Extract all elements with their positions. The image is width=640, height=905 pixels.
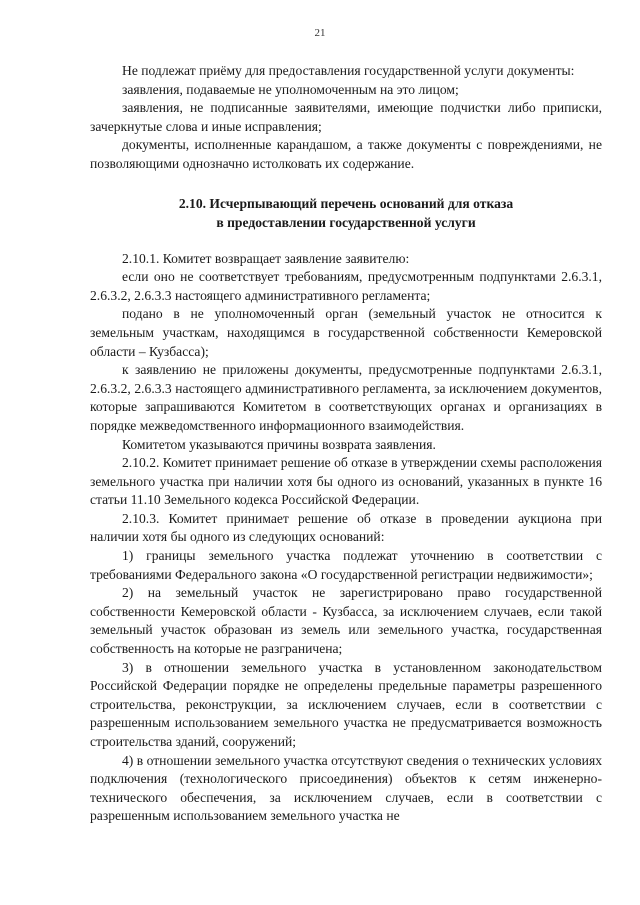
paragraph: 4) в отношении земельного участка отсутствуют сведения о технических условиях подключения (технологического присоединения) объектов к сетям инженерно-технического обеспечения, за исключением случаев, если в соответствии с разрешенным использованием земельного участка не: [90, 752, 602, 824]
paragraph: к заявлению не приложены документы, предусмотренные подпунктами 2.6.3.1, 2.6.3.2, 2.6.3.3 настоящего административного регламента, за исключением документов, которые запрашиваются Комитетом в соответствующих органах и организациях в порядке межведомственного информационного взаимодействия.: [90, 362, 602, 433]
paragraph: заявления, подаваемые не уполномоченным на это лицом;: [122, 81, 459, 97]
paragraph: заявления, не подписанные заявителями, имеющие подчистки либо приписки, зачеркнутые слова и иные исправления;: [90, 100, 602, 134]
paragraph: если оно не соответствует требованиям, предусмотренным подпунктами 2.6.3.1, 2.6.3.2, 2.6.3.3 настоящего административного регламента;: [90, 269, 602, 303]
document-body: [90, 62, 602, 826]
section-heading-line: в предоставлении государственной услуги: [216, 214, 476, 230]
paragraph: Комитетом указываются причины возврата заявления.: [122, 436, 436, 452]
paragraph: 2.10.3. Комитет принимает решение об отказе в проведении аукциона при наличии хотя бы одного из следующих оснований:: [90, 510, 602, 545]
section-heading-line: 2.10. Исчерпывающий перечень оснований для отказа: [178, 195, 514, 211]
paragraph: Не подлежат приёму для предоставления государственной услуги документы:: [122, 63, 575, 78]
paragraph: 2.10.1. Комитет возвращает заявление заявителю:: [122, 250, 410, 266]
section-heading: [90, 194, 602, 232]
page-number: 21: [314, 27, 326, 39]
paragraph: 3) в отношении земельного участка в установленном законодательством Российской Федерации порядке не определены предельные параметры разрешенного строительства, реконструкции, за исключением случаев, если в соответствии с разрешенным использованием земельного участка не предусматривается возможность строительства зданий, сооружений;: [90, 659, 602, 749]
paragraph: документы, исполненные карандашом, а также документы с повреждениями, не позволяющими однозначно истолковать их содержание.: [90, 137, 602, 171]
paragraph: 2.10.2. Комитет принимает решение об отказе в утверждении схемы расположения земельного участка при наличии хотя бы одного из оснований, указанных в пункте 16 статьи 11.10 Земельного кодекса Российской Федерации.: [90, 455, 602, 508]
paragraph: 1) границы земельного участка подлежат уточнению в соответствии с требованиями Федерального закона «О государственной регистрации недвижимости»;: [90, 548, 602, 582]
paragraph: подано в не уполномоченный орган (земельный участок не относится к земельным участкам, находящимся в государственной собственности Кемеровской области – Кузбасса);: [90, 306, 602, 359]
paragraph: 2) на земельный участок не зарегистрировано право государственной собственности Кемеровской области - Кузбасса, за исключением случаев, если такой земельный участок образован из земель или земельного участка, государственная собственность на которые не разграничена;: [90, 585, 602, 657]
